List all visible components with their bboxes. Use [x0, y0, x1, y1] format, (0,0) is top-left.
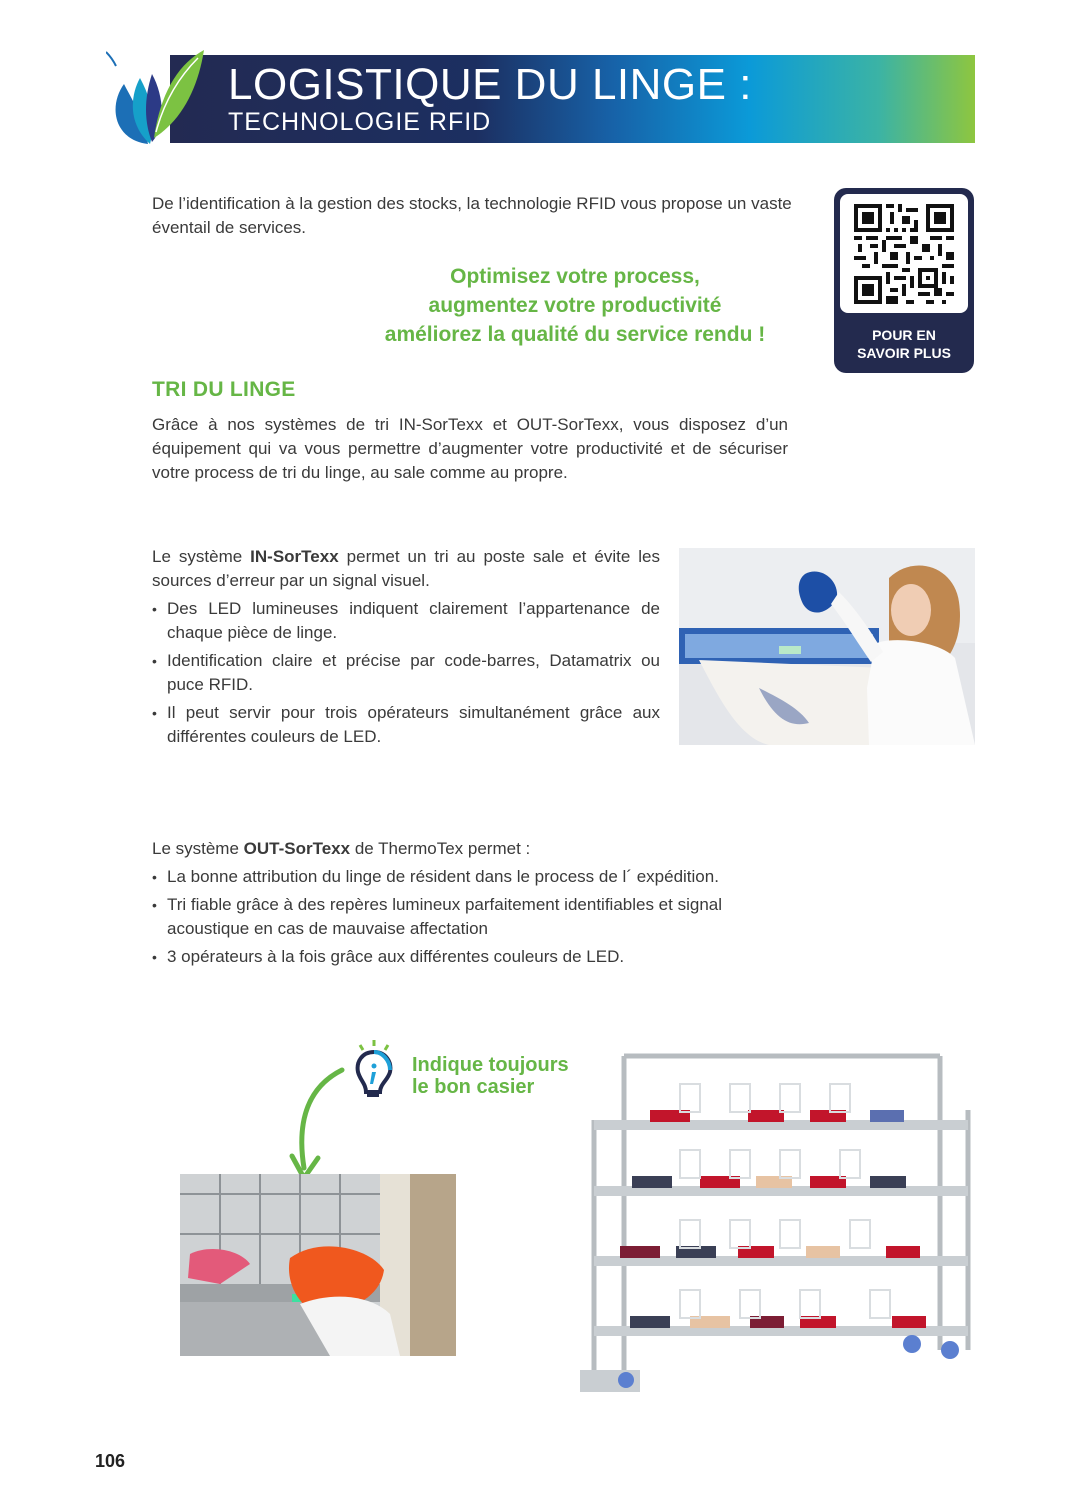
qr-label-line-1: POUR EN — [872, 327, 936, 343]
in-sortexx-bullets — [152, 597, 660, 749]
slogan-line-3: améliorez la qualité du service rendu ! — [384, 323, 766, 346]
in-sortexx-name: IN-SorTexx — [250, 547, 339, 566]
list-item: • Identification claire et précise par code-barres, Datamatrix ou puce RFID. — [152, 649, 660, 697]
out-sortexx-bullets — [152, 865, 792, 969]
intro-paragraph: De l’identification à la gestion des stocks, la technologie RFID vous propose un vaste éventail de services. — [152, 194, 792, 237]
qr-code-frame — [840, 194, 968, 313]
out-sortexx-name: OUT-SorTexx — [243, 839, 351, 858]
in-sortexx-block — [152, 545, 660, 753]
out-sortexx-block — [152, 837, 792, 973]
page-subtitle: TECHNOLOGIE RFID — [228, 108, 492, 136]
list-item: • 3 opérateurs à la fois grâce aux différentes couleurs de LED. — [152, 945, 792, 969]
page-title: LOGISTIQUE DU LINGE : — [228, 60, 752, 109]
slogan — [340, 262, 810, 349]
qr-code-card[interactable] — [834, 188, 974, 373]
qr-label[interactable] — [834, 326, 974, 362]
list-item: • Des LED lumineuses indiquent clairement l’appartenance de chaque pièce de linge. — [152, 597, 660, 645]
callout-line-2: le bon casier — [412, 1076, 535, 1098]
tri-paragraph: Grâce à nos systèmes de tri IN-SorTexx et OUT-SorTexx, vous disposez d’un équipement qui va vous permettre d’augmenter votre productivité et de sécuriser votre process de tri du linge, au sale comme au propre. — [152, 415, 788, 482]
photo-sorting-rack — [580, 1050, 980, 1400]
list-item: • Il peut servir pour trois opérateurs simultanément grâce aux différentes couleurs de LED. — [152, 701, 660, 749]
callout-line-1: Indique toujours — [412, 1054, 569, 1076]
page-number: 106 — [95, 1451, 126, 1471]
lightbulb-icon — [352, 1038, 396, 1100]
leaf-logo-icon — [106, 44, 206, 148]
list-item: • Tri fiable grâce à des repères lumineux parfaitement identifiables et signal acoustique en cas de mauvaise affectation — [152, 893, 792, 941]
qr-code-icon[interactable] — [854, 204, 954, 304]
section-heading-tri: TRI DU LINGE — [152, 378, 296, 401]
qr-label-line-2: SAVOIR PLUS — [857, 345, 951, 361]
slogan-line-2: augmentez votre productivité — [428, 294, 722, 317]
callout-text — [412, 1054, 569, 1098]
list-item: • La bonne attribution du linge de résident dans le process de l´ expédition. — [152, 865, 792, 889]
out-sortexx-intro: Le système OUT-SorTexx de ThermoTex permet : — [152, 839, 531, 858]
in-sortexx-intro: Le système IN-SorTexx permet un tri au poste sale et évite les sources d’erreur par un signal visuel. — [152, 547, 660, 590]
photo-hand-with-laundry-bag — [180, 1174, 456, 1356]
slogan-line-1: Optimisez votre process, — [450, 265, 700, 288]
photo-woman-sorting-linen — [679, 548, 975, 745]
curved-arrow-left-icon — [286, 1064, 356, 1190]
